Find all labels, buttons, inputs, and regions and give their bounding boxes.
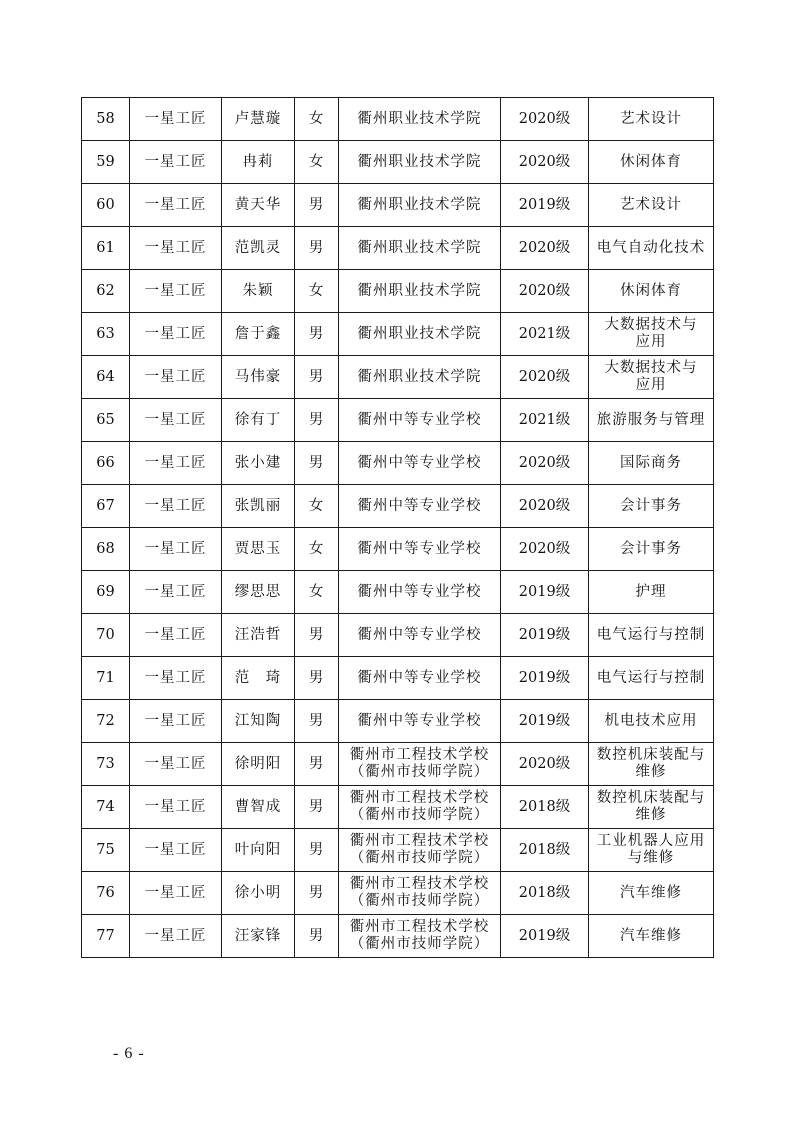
cell-school-line: 衢州中等专业学校 — [357, 497, 482, 514]
cell-name: 徐明阳 — [222, 743, 295, 786]
cell-school — [339, 356, 501, 399]
cell-number: 69 — [82, 571, 130, 614]
cell-school-line: 衢州中等专业学校 — [357, 712, 482, 729]
cell-school — [339, 141, 501, 184]
cell-major-line: 维修 — [635, 764, 667, 780]
cell-name: 贾思玉 — [222, 528, 295, 571]
table-row — [82, 743, 714, 786]
cell-number: 76 — [82, 872, 130, 915]
cell-school — [339, 313, 501, 356]
cell-title: 一星工匠 — [130, 313, 222, 356]
cell-school — [339, 98, 501, 141]
cell-school-line: 衢州职业技术学院 — [357, 325, 482, 342]
cell-school — [339, 786, 501, 829]
table-row — [82, 571, 714, 614]
cell-major — [589, 485, 714, 528]
cell-gender: 男 — [295, 786, 339, 829]
cell-gender: 男 — [295, 829, 339, 872]
cell-major-line: 工业机器人应用 — [596, 833, 706, 849]
table-row — [82, 786, 714, 829]
cell-school — [339, 915, 501, 958]
cell-major-line: 应用 — [635, 334, 667, 350]
cell-major — [589, 571, 714, 614]
cell-major — [589, 700, 714, 743]
cell-gender: 女 — [295, 98, 339, 141]
cell-title: 一星工匠 — [130, 786, 222, 829]
cell-name: 范 琦 — [222, 657, 295, 700]
cell-title: 一星工匠 — [130, 98, 222, 141]
table-row — [82, 657, 714, 700]
cell-number: 66 — [82, 442, 130, 485]
cell-number: 58 — [82, 98, 130, 141]
table-row — [82, 829, 714, 872]
cell-major-line: 应用 — [635, 377, 667, 393]
cell-major — [589, 829, 714, 872]
cell-grade: 2020级 — [501, 227, 589, 270]
cell-major-line: 电气运行与控制 — [596, 626, 706, 643]
cell-title: 一星工匠 — [130, 227, 222, 270]
table-row — [82, 700, 714, 743]
cell-gender: 男 — [295, 614, 339, 657]
cell-number: 61 — [82, 227, 130, 270]
cell-school — [339, 442, 501, 485]
roster-body — [82, 98, 714, 958]
cell-major — [589, 743, 714, 786]
cell-number: 64 — [82, 356, 130, 399]
cell-grade: 2018级 — [501, 872, 589, 915]
cell-school-line: 衢州市工程技术学校 — [349, 876, 490, 892]
cell-title: 一星工匠 — [130, 829, 222, 872]
cell-school-line: 衢州职业技术学院 — [357, 196, 482, 213]
cell-name: 徐有丁 — [222, 399, 295, 442]
cell-gender: 女 — [295, 571, 339, 614]
cell-title: 一星工匠 — [130, 485, 222, 528]
cell-gender: 男 — [295, 356, 339, 399]
table-row — [82, 98, 714, 141]
cell-school-line: 衢州中等专业学校 — [357, 669, 482, 686]
cell-name: 马伟豪 — [222, 356, 295, 399]
cell-grade: 2018级 — [501, 829, 589, 872]
table-row — [82, 485, 714, 528]
cell-name: 张小建 — [222, 442, 295, 485]
table-row — [82, 528, 714, 571]
cell-name: 汪家锋 — [222, 915, 295, 958]
cell-title: 一星工匠 — [130, 270, 222, 313]
cell-name: 江知陶 — [222, 700, 295, 743]
cell-school-line: 衢州职业技术学院 — [357, 368, 482, 385]
cell-gender: 男 — [295, 743, 339, 786]
cell-school — [339, 829, 501, 872]
cell-major — [589, 227, 714, 270]
cell-major-line: 会计事务 — [620, 497, 682, 514]
cell-title: 一星工匠 — [130, 571, 222, 614]
cell-grade: 2020级 — [501, 270, 589, 313]
cell-major-line: 维修 — [635, 807, 667, 823]
cell-school — [339, 571, 501, 614]
cell-major-line: 休闲体育 — [620, 153, 682, 170]
cell-school-line: 衢州中等专业学校 — [357, 583, 482, 600]
cell-title: 一星工匠 — [130, 872, 222, 915]
cell-grade: 2020级 — [501, 485, 589, 528]
cell-major — [589, 98, 714, 141]
cell-number: 70 — [82, 614, 130, 657]
cell-title: 一星工匠 — [130, 356, 222, 399]
cell-title: 一星工匠 — [130, 528, 222, 571]
cell-school — [339, 399, 501, 442]
cell-name: 张凯丽 — [222, 485, 295, 528]
cell-school — [339, 270, 501, 313]
cell-major-line: 旅游服务与管理 — [596, 411, 706, 428]
cell-major — [589, 872, 714, 915]
cell-number: 77 — [82, 915, 130, 958]
cell-major — [589, 614, 714, 657]
cell-title: 一星工匠 — [130, 700, 222, 743]
cell-school — [339, 528, 501, 571]
cell-number: 68 — [82, 528, 130, 571]
cell-name: 卢慧璇 — [222, 98, 295, 141]
roster-table — [81, 97, 714, 958]
cell-major — [589, 356, 714, 399]
cell-school-line: （衢州市技师学院） — [349, 936, 490, 952]
cell-major — [589, 786, 714, 829]
table-row — [82, 184, 714, 227]
cell-school-line: 衢州市工程技术学校 — [349, 919, 490, 935]
cell-name: 范凯灵 — [222, 227, 295, 270]
cell-grade: 2019级 — [501, 614, 589, 657]
cell-name: 曹智成 — [222, 786, 295, 829]
table-row — [82, 227, 714, 270]
cell-school — [339, 485, 501, 528]
cell-major — [589, 657, 714, 700]
cell-grade: 2020级 — [501, 442, 589, 485]
table-row — [82, 141, 714, 184]
table-row — [82, 915, 714, 958]
cell-school — [339, 227, 501, 270]
table-row — [82, 270, 714, 313]
cell-number: 60 — [82, 184, 130, 227]
cell-grade: 2018级 — [501, 786, 589, 829]
cell-name: 詹于鑫 — [222, 313, 295, 356]
cell-gender: 男 — [295, 442, 339, 485]
cell-major-line: 国际商务 — [620, 454, 682, 471]
cell-grade: 2019级 — [501, 700, 589, 743]
cell-major-line: 大数据技术与 — [604, 317, 698, 333]
cell-major — [589, 528, 714, 571]
cell-grade: 2019级 — [501, 915, 589, 958]
cell-grade: 2020级 — [501, 141, 589, 184]
cell-number: 65 — [82, 399, 130, 442]
cell-school-line: 衢州市工程技术学校 — [349, 747, 490, 763]
cell-major-line: 汽车维修 — [620, 884, 682, 901]
table-row — [82, 399, 714, 442]
cell-name: 黄天华 — [222, 184, 295, 227]
cell-school-line: 衢州市工程技术学校 — [349, 790, 490, 806]
cell-school-line: （衢州市技师学院） — [349, 807, 490, 823]
cell-school — [339, 743, 501, 786]
table-row — [82, 313, 714, 356]
cell-gender: 男 — [295, 313, 339, 356]
cell-title: 一星工匠 — [130, 915, 222, 958]
cell-school-line: 衢州职业技术学院 — [357, 153, 482, 170]
cell-gender: 女 — [295, 141, 339, 184]
cell-name: 叶向阳 — [222, 829, 295, 872]
cell-name: 汪浩哲 — [222, 614, 295, 657]
cell-grade: 2019级 — [501, 184, 589, 227]
cell-major-line: 数控机床装配与 — [596, 790, 706, 806]
cell-school-line: （衢州市技师学院） — [349, 893, 490, 909]
cell-school-line: 衢州职业技术学院 — [357, 282, 482, 299]
cell-number: 73 — [82, 743, 130, 786]
cell-major-line: 艺术设计 — [620, 196, 682, 213]
cell-major-line: 电气运行与控制 — [596, 669, 706, 686]
table-row — [82, 356, 714, 399]
cell-gender: 男 — [295, 872, 339, 915]
cell-major-line: 艺术设计 — [620, 110, 682, 127]
cell-gender: 男 — [295, 184, 339, 227]
cell-major — [589, 399, 714, 442]
cell-major-line: 会计事务 — [620, 540, 682, 557]
cell-school-line: 衢州职业技术学院 — [357, 110, 482, 127]
cell-grade: 2020级 — [501, 528, 589, 571]
table-row — [82, 614, 714, 657]
cell-title: 一星工匠 — [130, 184, 222, 227]
cell-gender: 男 — [295, 399, 339, 442]
cell-grade: 2021级 — [501, 313, 589, 356]
cell-major-line: 护理 — [635, 583, 667, 600]
cell-major — [589, 915, 714, 958]
cell-major-line: 休闲体育 — [620, 282, 682, 299]
cell-grade: 2020级 — [501, 743, 589, 786]
cell-number: 62 — [82, 270, 130, 313]
cell-major — [589, 184, 714, 227]
cell-title: 一星工匠 — [130, 657, 222, 700]
cell-school-line: 衢州市工程技术学校 — [349, 833, 490, 849]
cell-school — [339, 700, 501, 743]
cell-number: 72 — [82, 700, 130, 743]
cell-name: 朱颖 — [222, 270, 295, 313]
cell-school-line: 衢州中等专业学校 — [357, 454, 482, 471]
cell-number: 75 — [82, 829, 130, 872]
cell-title: 一星工匠 — [130, 614, 222, 657]
cell-school-line: （衢州市技师学院） — [349, 850, 490, 866]
cell-school — [339, 184, 501, 227]
cell-gender: 女 — [295, 270, 339, 313]
cell-major-line: 数控机床装配与 — [596, 747, 706, 763]
cell-title: 一星工匠 — [130, 399, 222, 442]
cell-gender: 男 — [295, 657, 339, 700]
cell-major-line: 与维修 — [627, 850, 675, 866]
cell-title: 一星工匠 — [130, 743, 222, 786]
cell-title: 一星工匠 — [130, 442, 222, 485]
cell-school-line: 衢州中等专业学校 — [357, 540, 482, 557]
cell-school — [339, 657, 501, 700]
cell-name: 缪思思 — [222, 571, 295, 614]
cell-school — [339, 872, 501, 915]
cell-name: 徐小明 — [222, 872, 295, 915]
cell-grade: 2019级 — [501, 571, 589, 614]
cell-school-line: 衢州职业技术学院 — [357, 239, 482, 256]
cell-school-line: 衢州中等专业学校 — [357, 626, 482, 643]
cell-school-line: 衢州中等专业学校 — [357, 411, 482, 428]
cell-school-line: （衢州市技师学院） — [349, 764, 490, 780]
cell-number: 63 — [82, 313, 130, 356]
cell-major — [589, 313, 714, 356]
cell-gender: 女 — [295, 485, 339, 528]
cell-grade: 2021级 — [501, 399, 589, 442]
cell-grade: 2019级 — [501, 657, 589, 700]
cell-major-line: 大数据技术与 — [604, 360, 698, 376]
cell-number: 74 — [82, 786, 130, 829]
cell-major-line: 机电技术应用 — [604, 712, 698, 729]
cell-major — [589, 141, 714, 184]
cell-number: 71 — [82, 657, 130, 700]
cell-gender: 男 — [295, 915, 339, 958]
cell-school — [339, 614, 501, 657]
cell-major — [589, 442, 714, 485]
page-number: - 6 - — [113, 1045, 145, 1062]
cell-major — [589, 270, 714, 313]
cell-gender: 男 — [295, 700, 339, 743]
cell-grade: 2020级 — [501, 98, 589, 141]
cell-grade: 2020级 — [501, 356, 589, 399]
table-row — [82, 442, 714, 485]
cell-title: 一星工匠 — [130, 141, 222, 184]
cell-gender: 女 — [295, 528, 339, 571]
cell-number: 67 — [82, 485, 130, 528]
cell-name: 冉莉 — [222, 141, 295, 184]
cell-major-line: 电气自动化技术 — [596, 239, 706, 256]
cell-major-line: 汽车维修 — [620, 927, 682, 944]
cell-number: 59 — [82, 141, 130, 184]
cell-gender: 男 — [295, 227, 339, 270]
table-row — [82, 872, 714, 915]
